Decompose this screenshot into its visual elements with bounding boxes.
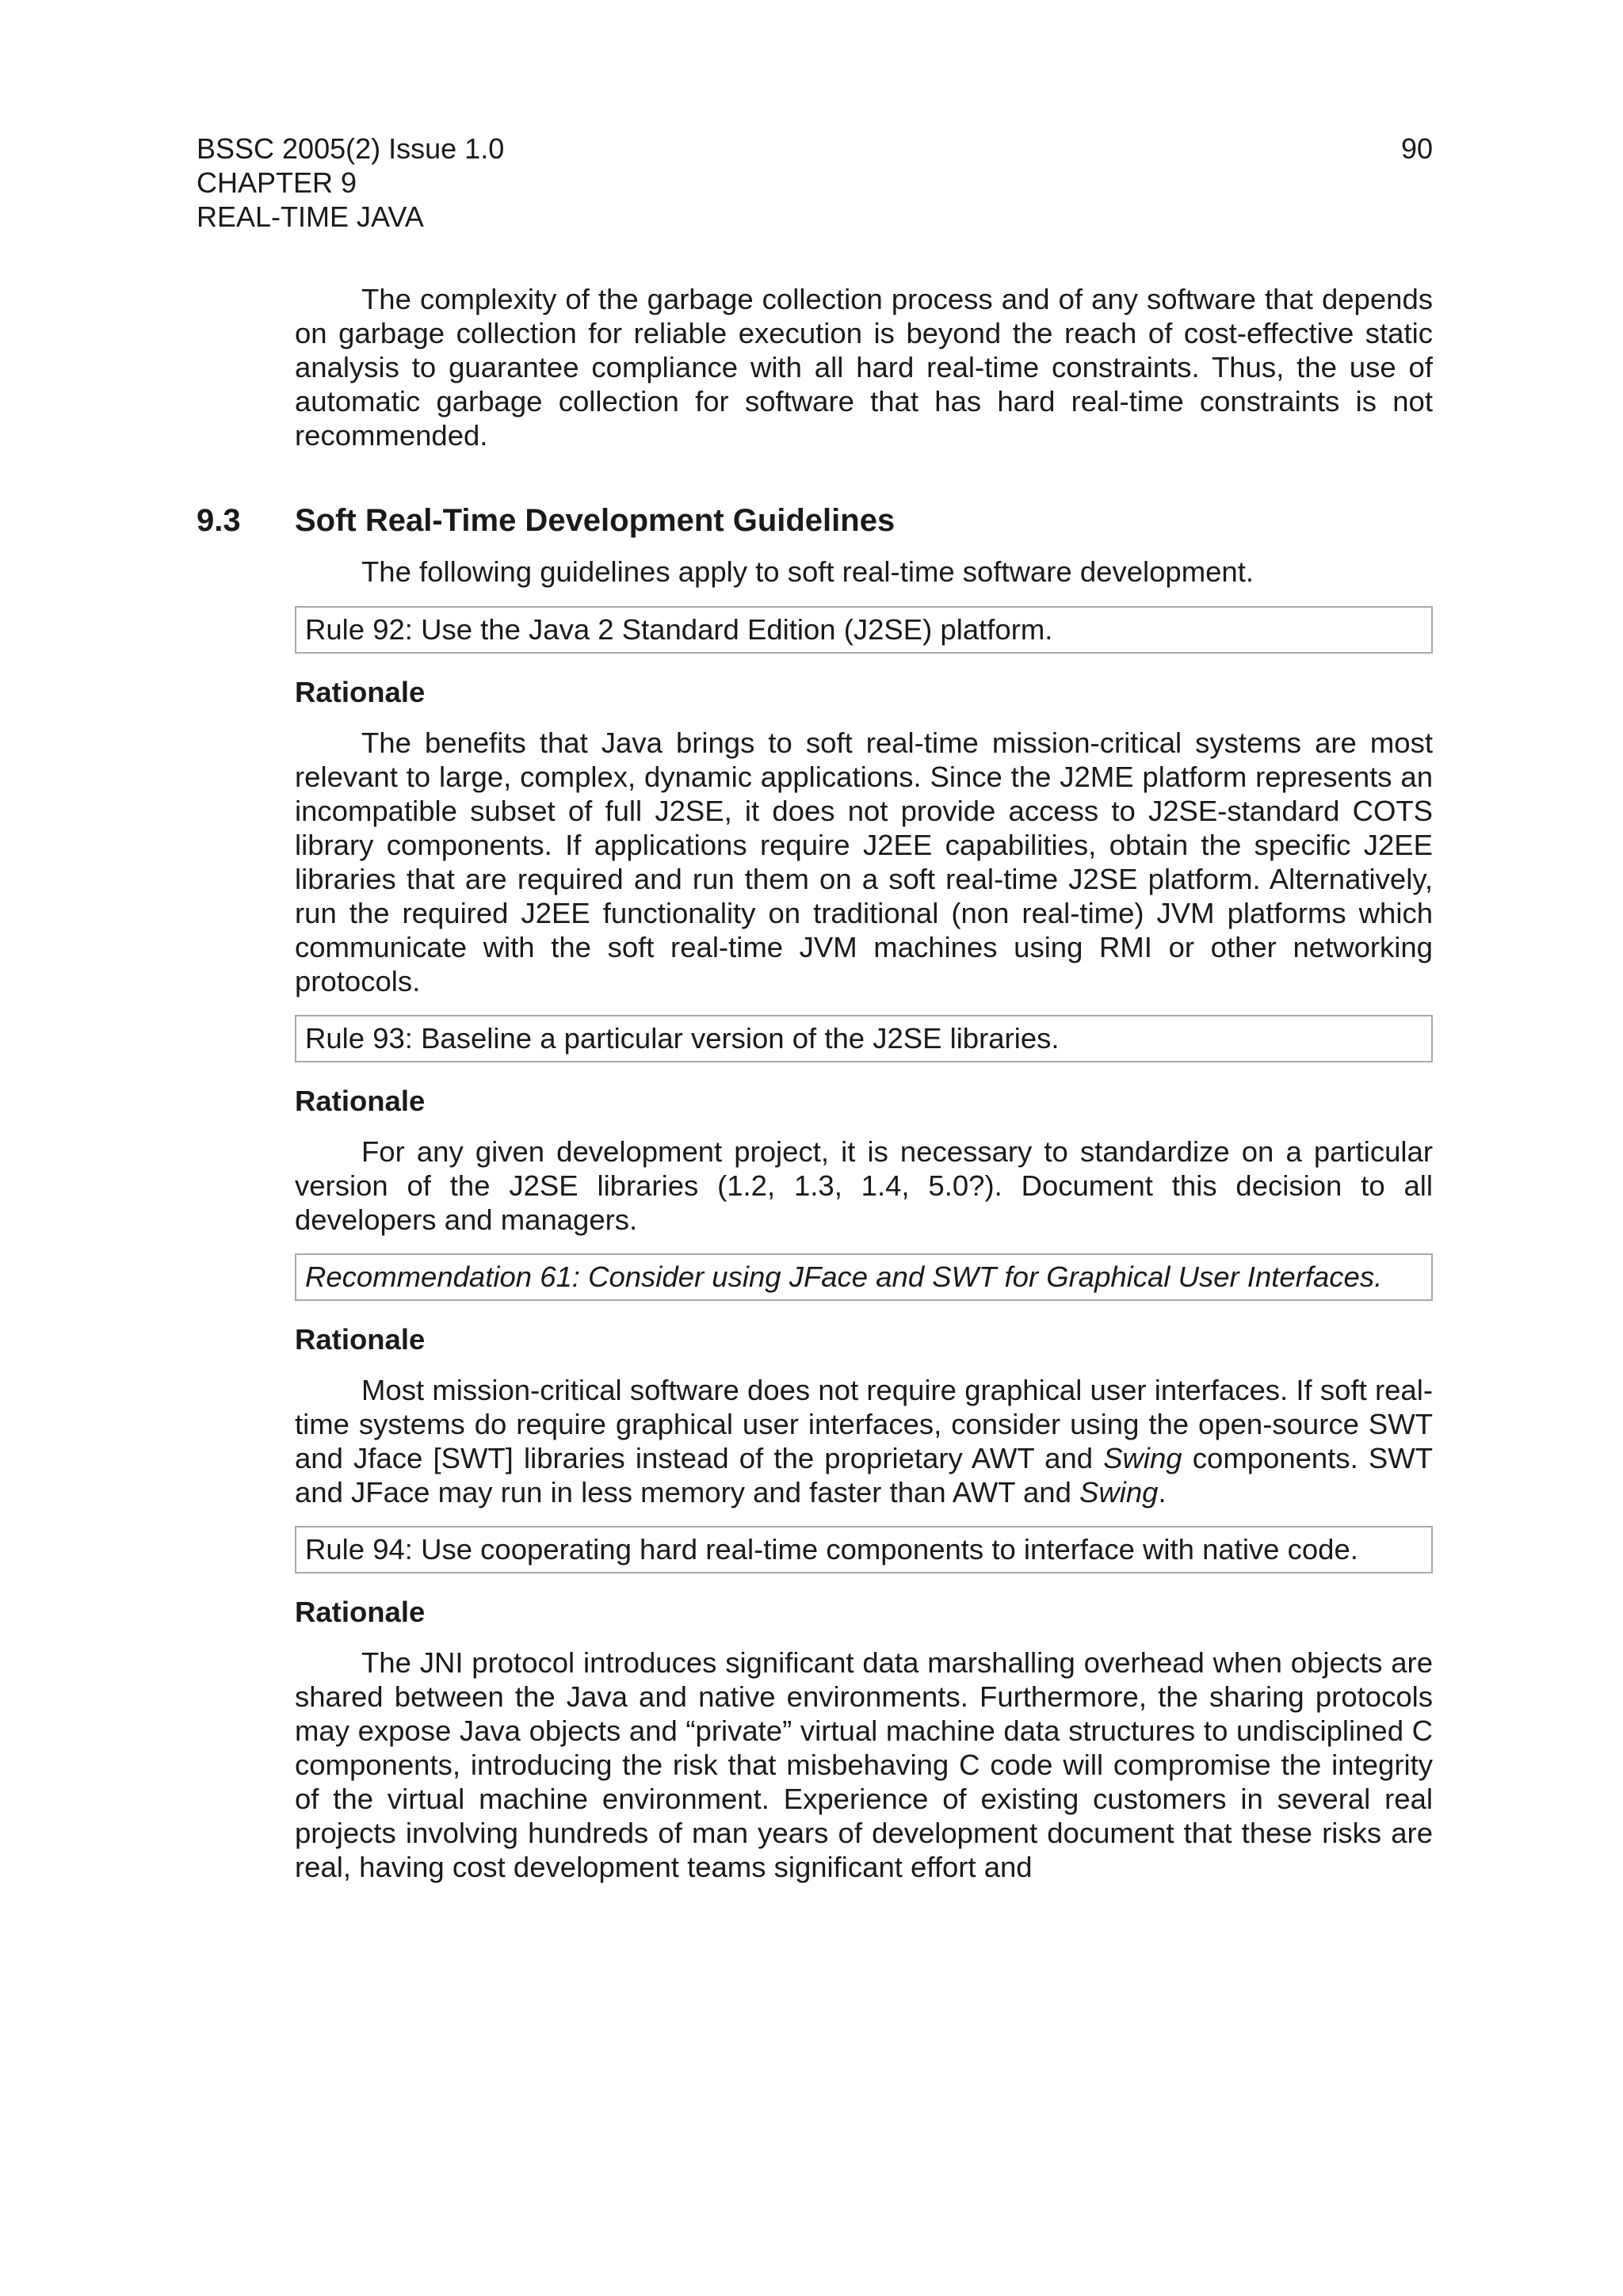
- section-lead: The following guidelines apply to soft real-time software development.: [361, 555, 1254, 588]
- rule-93-rationale-heading: Rationale: [295, 1085, 426, 1117]
- rule-94-rationale: The JNI protocol introduces significant data marshalling overhead when objects are shared between the Java and native environments. Furthermore, the sharing protocols may expose Java objects and “private” virtual machine data structures to undisciplined C components, introducing the risk that misbehaving C code will compromise the integrity of the virtual machine environment. Experience of existing customers in several real projects involving hundreds of man years of development document that these risks are real, having cost development teams significant effort and: [295, 1646, 1433, 1883]
- rule-94-box: [295, 1526, 1433, 1573]
- intro-block: [295, 282, 1433, 452]
- rec-61-rationale-part-2: components. SWT and JFace may run in less memory and faster than AWT and: [295, 1442, 1434, 1508]
- rule-92-rationale: The benefits that Java brings to soft real-time mission-critical systems are most relevant to large, complex, dynamic applications. Since the J2ME platform represents an incompatible subset of full J2SE, it does not provide access to J2SE-standard COTS library components. If applications require J2EE capabilities, obtain the specific J2EE libraries that are required and run them on a soft real-time J2SE platform. Alternatively, run the required J2EE functionality on traditional (non real-time) JVM platforms which communicate with the soft real-time JVM machines using RMI or other networking protocols.: [295, 727, 1433, 997]
- rule-92-box: [295, 606, 1433, 654]
- rule-93-box: [295, 1015, 1433, 1062]
- chapter-title: REAL-TIME JAVA: [197, 200, 424, 233]
- rule-94-rationale-heading: Rationale: [295, 1596, 426, 1628]
- swing-term-1: Swing: [1103, 1442, 1182, 1474]
- chapter-label: CHAPTER 9: [197, 166, 357, 199]
- running-header: [197, 132, 504, 234]
- rule-92-rationale-heading: Rationale: [295, 676, 426, 708]
- rec-61-rationale-part-3: .: [1158, 1476, 1167, 1508]
- swing-term-2: Swing: [1079, 1476, 1159, 1508]
- recommendation-61-box: [295, 1253, 1433, 1301]
- rule-94-text: Rule 94: Use cooperating hard real-time components to interface with native code.: [305, 1533, 1358, 1566]
- recommendation-61-rationale: [295, 1373, 1433, 1509]
- page-number: 90: [1400, 132, 1433, 165]
- rule-93-text: Rule 93: Baseline a particular version of the J2SE libraries.: [305, 1022, 1060, 1055]
- section-heading: [197, 502, 1433, 540]
- recommendation-61-rationale-heading: Rationale: [295, 1323, 426, 1356]
- rule-93-rationale: For any given development project, it is necessary to standardize on a particular version of the J2SE libraries (1.2, 1.3, 1.4, 5.0?). Document this decision to all developers and managers.: [295, 1135, 1433, 1236]
- section-title: Soft Real-Time Development Guidelines: [295, 503, 896, 538]
- rule-92-text: Rule 92: Use the Java 2 Standard Edition (J2SE) platform.: [305, 613, 1053, 646]
- rec-61-rationale-part-1: Most mission-critical software does not require graphical user interfaces. If soft real-time systems do require graphical user interfaces, consider using the open-source SWT and Jface [SWT] libraries instead of the proprietary AWT and: [295, 1374, 1433, 1474]
- section-number: 9.3: [197, 503, 241, 538]
- intro-paragraph: The complexity of the garbage collection process and of any software that depends on garbage collection for reliable execution is beyond the reach of cost-effective static analysis to guarantee compliance with all hard real-time constraints. Thus, the use of automatic garbage collection for software that has hard real-time constraints is not recommended.: [295, 283, 1433, 452]
- section-body: [295, 555, 1433, 1884]
- doc-id: BSSC 2005(2) Issue 1.0: [197, 132, 505, 165]
- recommendation-61-text: Recommendation 61: Consider using JFace and SWT for Graphical User Interfaces.: [305, 1261, 1383, 1293]
